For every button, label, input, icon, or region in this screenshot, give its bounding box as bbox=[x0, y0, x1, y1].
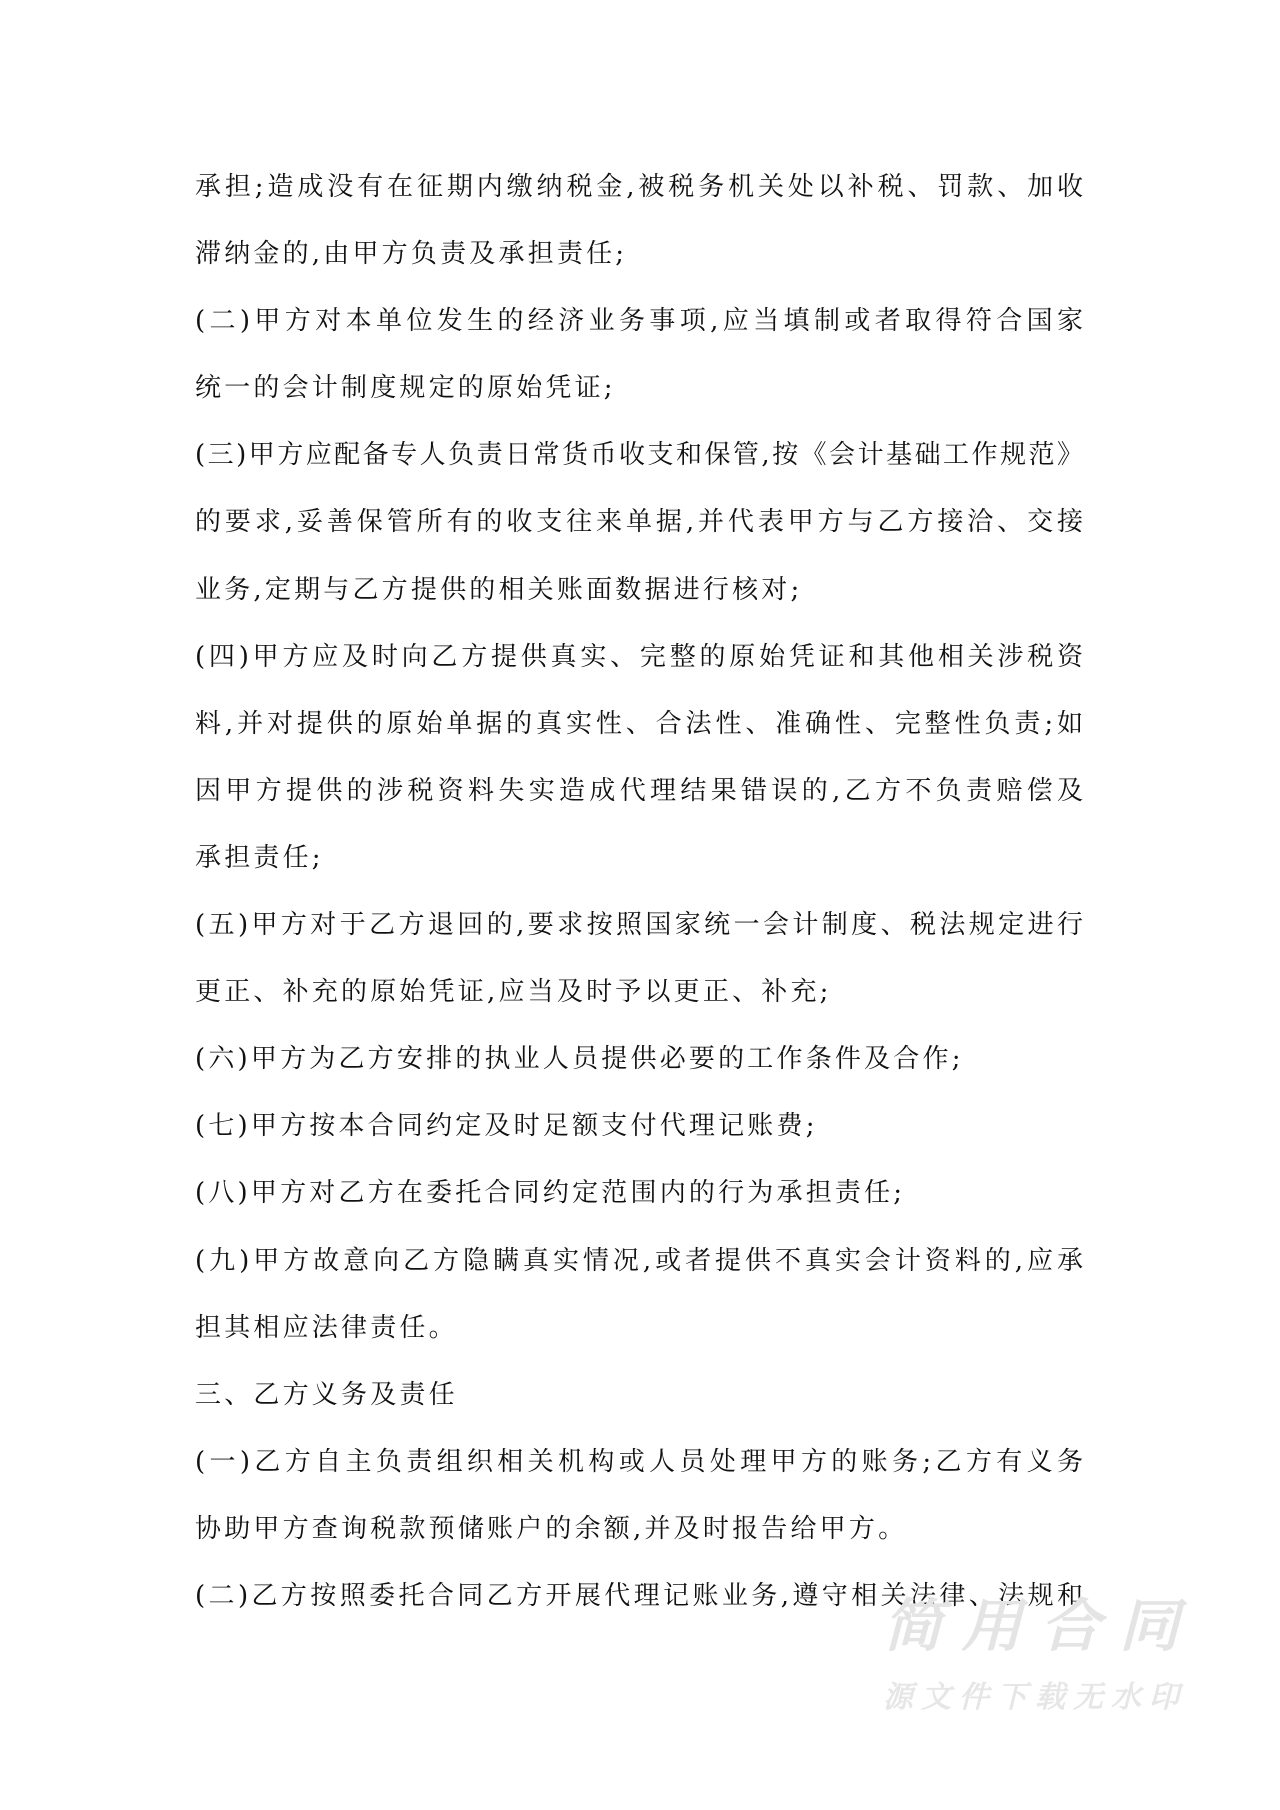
paragraph-line: 业务,定期与乙方提供的相关账面数据进行核对; bbox=[195, 574, 803, 605]
paragraph-line: (三)甲方应配备专人负责日常货币收支和保管,按《会计基础工作规范》 bbox=[195, 440, 1083, 471]
paragraph-line: (五)甲方对于乙方退回的,要求按照国家统一会计制度、税法规定进行 bbox=[195, 910, 1083, 941]
paragraph-line: 因甲方提供的涉税资料失实造成代理结果错误的,乙方不负责赔偿及 bbox=[195, 775, 1083, 806]
document-body bbox=[195, 154, 1083, 1630]
watermark-tagline: 源文件下载无水印 bbox=[883, 1680, 1179, 1715]
section-heading: 三、乙方义务及责任 bbox=[195, 1379, 458, 1410]
paragraph-line: (四)甲方应及时向乙方提供真实、完整的原始凭证和其他相关涉税资 bbox=[195, 641, 1083, 672]
paragraph-line: 料,并对提供的原始单据的真实性、合法性、准确性、完整性负责;如 bbox=[195, 708, 1083, 739]
paragraph-line: (二)乙方按照委托合同乙方开展代理记账业务,遵守相关法律、法规和 bbox=[195, 1580, 1083, 1611]
paragraph-line: 更正、补充的原始凭证,应当及时予以更正、补充; bbox=[195, 977, 832, 1008]
paragraph-line: 的要求,妥善保管所有的收支往来单据,并代表甲方与乙方接洽、交接 bbox=[195, 507, 1083, 538]
paragraph-line: (二)甲方对本单位发生的经济业务事项,应当填制或者取得符合国家 bbox=[195, 306, 1083, 337]
paragraph-line: (一)乙方自主负责组织相关机构或人员处理甲方的账务;乙方有义务 bbox=[195, 1446, 1083, 1477]
paragraph-line: 承担责任; bbox=[195, 842, 324, 873]
paragraph-line: (九)甲方故意向乙方隐瞒真实情况,或者提供不真实会计资料的,应承 bbox=[195, 1245, 1083, 1276]
paragraph-line: 承担;造成没有在征期内缴纳税金,被税务机关处以补税、罚款、加收 bbox=[195, 172, 1083, 202]
paragraph-line: 担其相应法律责任。 bbox=[195, 1312, 458, 1343]
paragraph-line: (七)甲方按本合同约定及时足额支付代理记账费; bbox=[195, 1111, 818, 1142]
paragraph-line: (六)甲方为乙方安排的执业人员提供必要的工作条件及合作; bbox=[195, 1044, 964, 1075]
paragraph-line: 滞纳金的,由甲方负责及承担责任; bbox=[195, 239, 628, 270]
paragraph-line: 协助甲方查询税款预储账户的余额,并及时报告给甲方。 bbox=[195, 1513, 908, 1544]
watermark-brand: 简用合同 bbox=[883, 1593, 1179, 1660]
paragraph-line: (八)甲方对乙方在委托合同约定范围内的行为承担责任; bbox=[195, 1178, 906, 1209]
paragraph-line: 统一的会计制度规定的原始凭证; bbox=[195, 373, 616, 404]
